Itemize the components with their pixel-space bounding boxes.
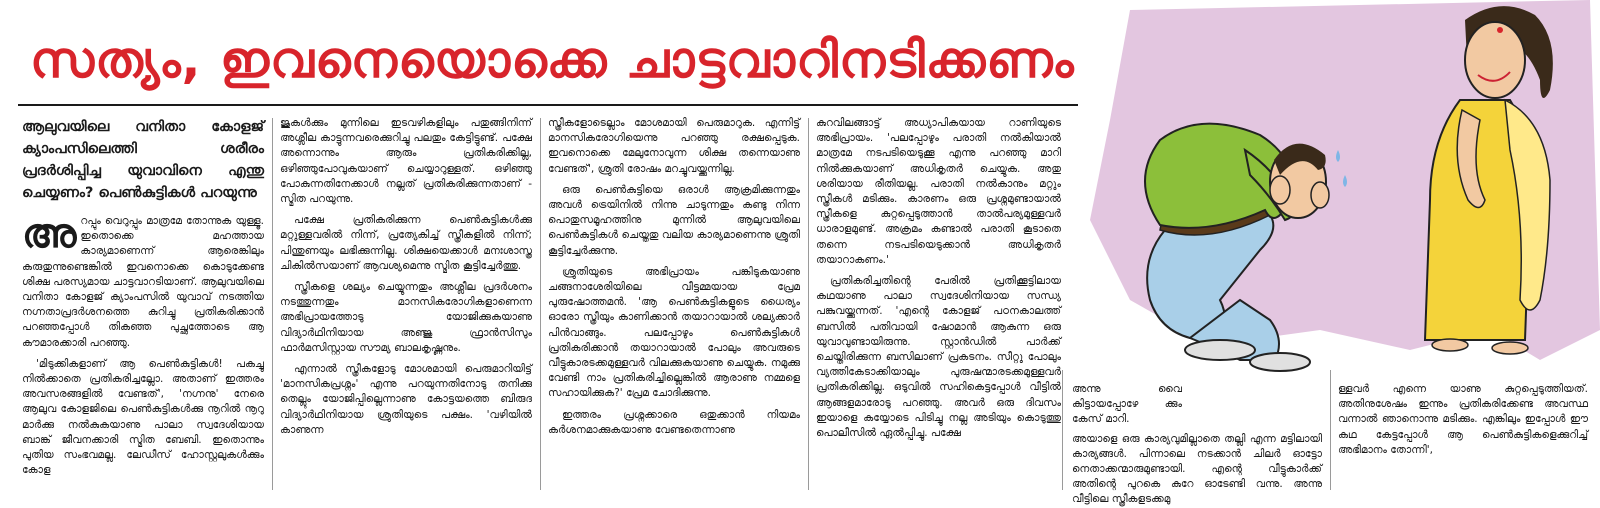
paragraph: ള്ളവര്‍ എന്നെ യാണു കുറ്റപ്പെടുത്തിയത്. അതിനുശേഷം ഇന്നും പ്രതികരിക്കേണ്ട അവസ്ഥ വന്നാല്‍ ഞാനൊന്നു മടിക്കും. എങ്കിലും ഇപ്പോള്‍ ഈ കഥ കേട്ടപ്പോള്‍ ആ പെണ്‍കുട്ടികളെക്കുറിച്ച് അഭിമാനം തോന്നി',	[1338, 383, 1588, 456]
column-divider	[540, 118, 541, 490]
paragraph: 'മിടുക്കികളാണ് ആ പെണ്‍കുട്ടികള്‍! പകച്ചു നില്‍ക്കാതെ പ്രതികരിച്ചല്ലോ. അതാണ് ഇത്തരം അവസരങ്ങളില്‍ വേണ്ടത്', 'നഗ്നനു' നേരെ ആലുവ കോളജിലെ പെണ്‍കുട്ടികള്‍ക്കു നൂറില്‍ നൂറു മാര്‍ക്കു നല്‍കുകയാണു പാലാ സ്വദേശിയായ ബാങ്ക് ജീവനക്കാരി സ്മിത ബേബി. ഇതൊന്നും പുതിയ സംഭവമല്ല. ലേഡീസ് ഹോസ്റ്റലുകള്‍ക്കും കോള	[22, 357, 264, 477]
paragraph: ഒരു പെണ്‍കുട്ടിയെ ഒരാള്‍ ആക്രമിക്കുന്നതും അവള്‍ ട്രെയിനില്‍ നിന്നു ചാടുന്നതും കണ്ടു നിന്ന പൊതുസമൂഹത്തിനു മുന്നില്‍ ആലുവയിലെ പെണ്‍കുട്ടികള്‍ ചെയ്തതു വലിയ കാര്യമാണെന്നു ശ്രുതി കൂട്ടിച്ചേര്‍ക്കുന്നു.	[548, 183, 800, 257]
headline: സത്യം, ഇവനെയൊക്കെ ചാട്ടവാറിനടിക്കണം	[30, 31, 1075, 89]
column-divider	[272, 118, 273, 490]
intro-deck: ആലുവയിലെ വനിതാ കോളജ് ക്യാംപസിലെത്തി ശരീരം പ്രദര്‍ശിപ്പിച്ച യുവാവിനെ എന്തു ചെയ്യണം? പെണ്‍കുട്ടികള്‍ പറയുന്നു	[22, 119, 264, 201]
paragraph: അയാളെ ഒരു കാര്യവുമില്ലാതെ തല്ലി എന്ന മട്ടിലായി കാര്യങ്ങള്‍. പിന്നാലെ നടക്കാന്‍ ചിലര്‍ ഓട്ടോ നെതാക്കന്മാരുമുണ്ടായി. എന്റെ വീട്ടുകാര്‍ക്ക് അതിന്റെ പുറകെ കുറേ ഓടേണ്ടി വന്നു. അന്നു വീട്ടിലെ സ്ത്രീകളടക്കമു	[1072, 432, 1322, 506]
column-divider	[1062, 370, 1063, 490]
paragraph: ജുകള്‍ക്കും മുന്നിലെ ഇടവഴികളിലും പതുങ്ങിനിന്ന് അശ്ലീല കാട്ടുന്നവരെക്കുറിച്ചു പലതും കേട്ടിട്ടുണ്ട്. പക്ഷേ അന്നൊന്നും ആരും പ്രതികരിക്കില്ല, ഒഴിഞ്ഞുപോവുകയാണ് ചെയ്യാറുള്ളത്. ഒഴിഞ്ഞു പോകുന്നതിനേക്കാള്‍ നല്ലത് പ്രതികരിക്കുന്നതാണ് - സ്മിത പറയുന്നു.	[280, 117, 532, 206]
column-divider	[808, 118, 809, 490]
paragraph: സ്ത്രീകളെ ശല്യം ചെയ്യുന്നതും അശ്ലീല പ്രദര്‍ശനം നടത്തുന്നതും മാനസികരോഗികളാണെന്ന അഭിപ്രായത്തോടു യോജിക്കുകയാണു വിദ്യാര്‍ഥിനിയായ അഞ്ജു ഫ്രാന്‍സിസും ഫാര്‍മസിസ്റ്റായ സൗമ്യ ബാലകൃഷ്ണനും.	[280, 281, 532, 354]
column-6	[1338, 382, 1588, 492]
cartoon-illustration	[1070, 0, 1600, 400]
paragraph: ശ്രുതിയുടെ അഭിപ്രായം പങ്കിടുകയാണു ചങ്ങനാശേരിയിലെ വീട്ടമ്മയായ പ്രേമ പുരുഷോത്തമന്‍. 'ആ പെണ്‍കുട്ടികളുടെ ധൈര്യം ഓരോ സ്ത്രീയും കാണിക്കാന്‍ തയാറായാല്‍ ശല്യക്കാര്‍ പിന്‍വാങ്ങും. പലപ്പോഴും പെണ്‍കുട്ടികള്‍ പ്രതികരിക്കാന്‍ തയാറായാല്‍ പോലും അവരുടെ വീട്ടുകാരടക്കമുള്ളവര്‍ വിലക്കുകയാണു ചെയ്യുക. നമുക്കു വേണ്ടി നാം പ്രതികരിച്ചില്ലെങ്കില്‍ ആരാണു നമ്മളെ സഹായിക്കുക?' പ്രേമ ചോദിക്കുന്നു.	[548, 265, 800, 400]
paragraph: അന്നു വൈ കിട്ടായപ്പോഴേ ക്കും കേസ് മാറി.	[1072, 383, 1182, 426]
column-2	[280, 116, 532, 491]
paragraph: ഇത്തരം പ്രശ്നക്കാരെ ഒതുക്കാന്‍ നിയമം കര്‍ശനമാക്കുകയാണു വേണ്ടതെന്നാണു	[548, 408, 800, 436]
column-5	[1072, 382, 1322, 506]
paragraph	[22, 210, 264, 351]
column-divider	[1330, 370, 1331, 490]
paragraph: കുറവിലങ്ങാട്ട് അധ്യാപികയായ റാണിയുടെ അഭിപ്രായം. 'പലപ്പോഴും പരാതി നല്‍കിയാല്‍ മാത്രമേ നടപടിയെടുക്കൂ എന്നു പറഞ്ഞു മാറി നില്‍ക്കുകയാണ് അധികൃതര്‍ ചെയ്യുക. അതു ശരിയായ രീതിയല്ല. പരാതി നല്‍കാനും മറ്റും സ്ത്രീകള്‍ മടിക്കും. കാരണം ഒരു പ്രശ്നമുണ്ടായാല്‍ സ്ത്രീകളെ കുറ്റപ്പെടുത്താന്‍ താല്‍പര്യമുള്ളവര്‍ ധാരാളമുണ്ട്. അക്രമം കണ്ടാല്‍ പരാതി കൂടാതെ തന്നെ നടപടിയെടുക്കാന്‍ അധികൃതര്‍ തയാറാകണം.'	[816, 117, 1061, 266]
paragraph: പക്ഷേ പ്രതികരിക്കുന്ന പെണ്‍കുട്ടികള്‍ക്കു മറ്റുള്ളവരില്‍ നിന്ന്, പ്രത്യേകിച്ച് സ്ത്രീകളില്‍ നിന്ന്; പിന്തുണയും ലഭിക്കുന്നില്ല. ശിക്ഷയെക്കാള്‍ മനഃശാസ്ത്ര ചികില്‍സയാണ് ആവശ്യമെന്നു സ്മിത കൂട്ടിച്ചേര്‍ത്തു.	[280, 214, 532, 272]
column-1	[22, 116, 264, 491]
headline-rule	[18, 104, 1078, 106]
column-3	[548, 116, 800, 491]
column-4	[816, 116, 1061, 491]
paragraph-text: റപ്പും വെറുപ്പും മാത്രമേ തോന്നുക യുള്ളൂ. ഇതൊക്കെ മഹത്തായ കാര്യമാണെന്ന് ആരെങ്കിലും കരുതുന്നുണ്ടെങ്കില്‍ ഇവനൊക്കെ കൊടുക്കേണ്ട ശിക്ഷ പരസ്യമായ ചാട്ടവാറടിയാണ്. ആലുവയിലെ വനിതാ കോളജ് ക്യാംപസില്‍ യുവാവ് നടത്തിയ നഗ്നതാപ്രദര്‍ശനത്തെ കുറിച്ചു പ്രതികരിക്കാന്‍ പറഞ്ഞപ്പോള്‍ തികഞ്ഞ പുച്ഛത്തോടെ ആ കൗമാരക്കാരി പറഞ്ഞു.	[22, 215, 264, 349]
paragraph: സ്ത്രീകളോടെല്ലാം മോശമായി പെരുമാറുക. എന്നിട്ട് മാനസികരോഗിയെന്നു പറഞ്ഞു രക്ഷപ്പെടുക. ഇവനൊക്കെ മേലുനോവുന്ന ശിക്ഷ തന്നെയാണു വേണ്ടത്', ശ്രുതി രോഷം മറച്ചുവയ്ക്കുന്നില്ല.	[548, 117, 800, 175]
drop-cap: അ	[22, 210, 77, 257]
paragraph: എന്നാല്‍ സ്ത്രീകളോടു മോശമായി പെരുമാറിയിട്ട് 'മാനസികപ്രശ്നം' എന്നു പറയുന്നതിനോടു തനിക്കു തെല്ലും യോജിപ്പില്ലെന്നാണു കോട്ടയത്തെ ബിരുദ വിദ്യാര്‍ഥിനിയായ ശ്രുതിയുടെ പക്ഷം. 'വഴിയില്‍ കാണുന്ന	[280, 363, 532, 436]
paragraph: പ്രതികരിച്ചതിന്റെ പേരില്‍ പ്രതിക്കൂട്ടിലായ കഥയാണു പാലാ സ്വദേശിനിയായ സന്ധ്യ പങ്കുവയ്ക്കുന്നത്. 'എന്റെ കോളജ് പഠനകാലത്ത് ബസില്‍ പതിവായി ഷോമാന്‍ ആകുന്ന ഒരു യുവാവുണ്ടായിരുന്നു. സ്റ്റാന്‍ഡില്‍ പാര്‍ക്ക് ചെയ്തിരിക്കുന്ന ബസിലാണ് പ്രകടനം. സീറ്റു പോലും വ്യത്തികേടാക്കിയാലും പുരുഷന്മാരടക്കമുള്ളവര്‍ പ്രതികരിക്കില്ല. ഒടുവില്‍ സഹികെട്ടപ്പോള്‍ വീട്ടില്‍ ആങ്ങളമാരോടു പറഞ്ഞു. അവര്‍ ഒരു ദിവസം ഇയാളെ കയ്യോടെ പിടിച്ചു നല്ല അടിയും കൊടുത്തു പൊലീസില്‍ ഏല്‍പ്പിച്ചു. പക്ഷേ	[816, 275, 1061, 440]
